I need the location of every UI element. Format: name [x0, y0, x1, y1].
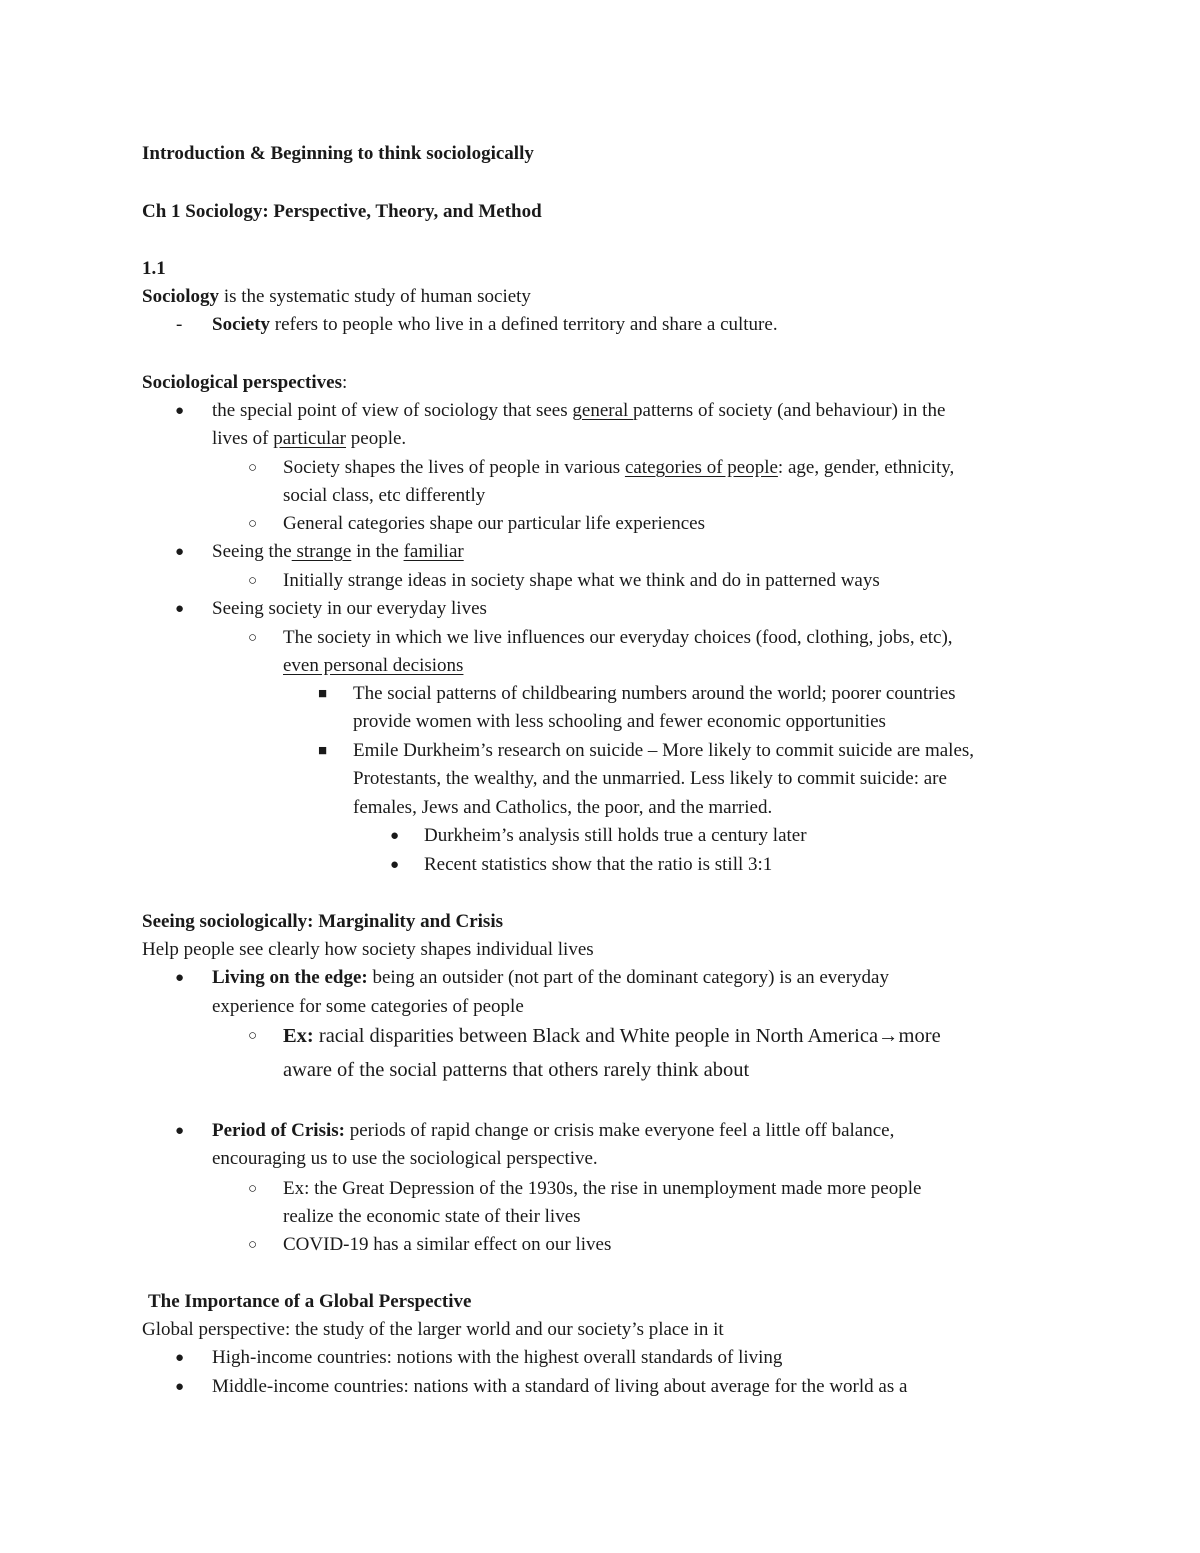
- list-item: Period of Crisis: periods of rapid change or crisis make everyone feel a little off balance,: [212, 1120, 895, 1141]
- bullet-circle-icon: ○: [248, 516, 258, 532]
- perspectives-heading: Sociological perspectives:: [142, 372, 348, 393]
- list-item-continuation: provide women with less schooling and fewer economic opportunities: [353, 711, 886, 732]
- bullet-dot-icon: ●: [175, 601, 185, 617]
- bullet-square-icon: ■: [318, 743, 328, 759]
- list-item-continuation: encouraging us to use the sociological perspective.: [212, 1148, 598, 1169]
- list-item-continuation: realize the economic state of their lives: [283, 1206, 581, 1227]
- list-item: Initially strange ideas in society shape what we think and do in patterned ways: [283, 570, 880, 591]
- doc-title: Introduction & Beginning to think sociologically: [142, 143, 534, 164]
- list-item: Living on the edge: being an outsider (not part of the dominant category) is an everyday: [212, 967, 889, 988]
- bullet-dot-icon: ●: [175, 970, 185, 986]
- bullet-dot-icon: ●: [175, 1350, 185, 1366]
- list-item: Durkheim’s analysis still holds true a century later: [424, 825, 807, 846]
- bullet-circle-icon: ○: [248, 1181, 258, 1197]
- list-item-continuation: lives of particular people.: [212, 428, 407, 449]
- sociology-definition: Sociology is the systematic study of human society: [142, 286, 531, 307]
- list-item: The society in which we live influences our everyday choices (food, clothing, jobs, etc),: [283, 627, 953, 648]
- chapter-heading: Ch 1 Sociology: Perspective, Theory, and Method: [142, 201, 542, 222]
- global-heading: The Importance of a Global Perspective: [148, 1291, 472, 1312]
- society-term: Society: [212, 314, 271, 335]
- list-item: Seeing the strange in the familiar: [212, 541, 464, 562]
- bullet-square-icon: ■: [318, 686, 328, 702]
- list-item: Society shapes the lives of people in various categories of people: age, gender, ethnicity,: [283, 457, 955, 478]
- dash-bullet: -: [176, 314, 183, 335]
- list-item: The social patterns of childbearing numbers around the world; poorer countries: [353, 683, 956, 704]
- list-item: Ex: the Great Depression of the 1930s, the rise in unemployment made more people: [283, 1178, 922, 1199]
- list-item: COVID-19 has a similar effect on our lives: [283, 1234, 612, 1255]
- bullet-dot-icon: ●: [175, 403, 185, 419]
- bullet-dot-icon: ●: [175, 1379, 185, 1395]
- list-item-continuation: experience for some categories of people: [212, 996, 524, 1017]
- list-item-continuation: aware of the social patterns that others rarely think about: [283, 1059, 750, 1081]
- bullet-circle-icon: ○: [248, 1237, 258, 1253]
- list-item: the special point of view of sociology that sees general patterns of society (and behaviour) in the: [212, 400, 946, 421]
- list-item: Ex: racial disparities between Black and White people in North America→more: [283, 1025, 941, 1047]
- list-item-continuation: social class, etc differently: [283, 485, 486, 506]
- bullet-circle-icon: ○: [248, 460, 258, 476]
- marginality-intro: Help people see clearly how society shapes individual lives: [142, 939, 594, 960]
- list-item-continuation: Protestants, the wealthy, and the unmarried. Less likely to commit suicide: are: [353, 768, 947, 789]
- list-item-continuation: even personal decisions: [283, 655, 464, 676]
- bullet-circle-icon: ○: [248, 573, 258, 589]
- list-item: General categories shape our particular life experiences: [283, 513, 705, 534]
- list-item-continuation: females, Jews and Catholics, the poor, and the married.: [353, 797, 773, 818]
- section-number: 1.1: [142, 258, 166, 279]
- list-item: High-income countries: notions with the highest overall standards of living: [212, 1347, 783, 1368]
- bullet-dot-icon: ●: [390, 828, 400, 844]
- list-item: Seeing society in our everyday lives: [212, 598, 487, 619]
- bullet-dot-icon: ●: [390, 857, 400, 873]
- bullet-dot-icon: ●: [175, 1123, 185, 1139]
- bullet-circle-icon: ○: [248, 630, 258, 646]
- list-item: Recent statistics show that the ratio is still 3:1: [424, 854, 773, 875]
- sociology-term: Sociology: [142, 286, 220, 307]
- bullet-dot-icon: ●: [175, 544, 185, 560]
- list-item: Emile Durkheim’s research on suicide – More likely to commit suicide are males,: [353, 740, 975, 761]
- marginality-heading: Seeing sociologically: Marginality and Crisis: [142, 911, 503, 932]
- list-item: Middle-income countries: nations with a standard of living about average for the world as a: [212, 1376, 908, 1397]
- global-intro: Global perspective: the study of the larger world and our society’s place in it: [142, 1319, 724, 1340]
- bullet-circle-icon: ○: [248, 1028, 258, 1044]
- society-definition: Society refers to people who live in a defined territory and share a culture.: [212, 314, 778, 335]
